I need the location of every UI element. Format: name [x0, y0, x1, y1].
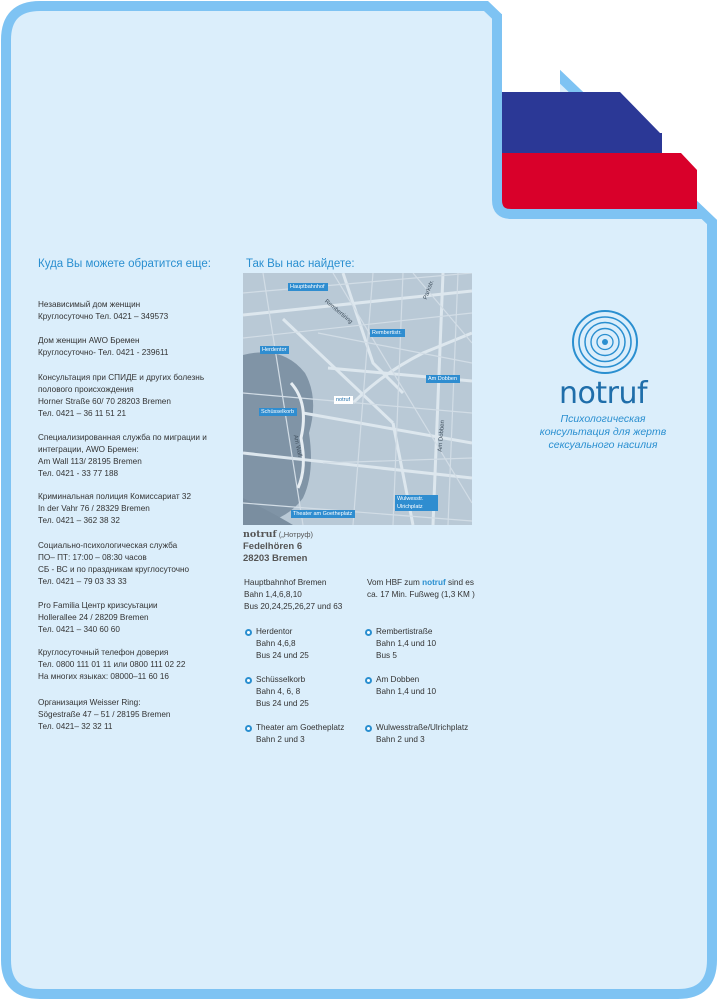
logo-name: notruf — [559, 376, 648, 411]
hbf-info: Hauptbahnhof Bremen Bahn 1,4,6,8,10 Bus 20,24,25,26,27 und 63 — [244, 578, 343, 611]
directions-heading: Так Вы нас найдете: — [246, 258, 355, 270]
contact-entry: Специализированная служба по миграции и интеграции, AWO Бремен: Am Wall 113/ 28195 Bremen Тел. 0421 - 33 77 188 — [38, 433, 207, 478]
stop-theater: Theater am Goetheplatz Bahn 2 und 3 — [245, 722, 344, 746]
contact-entry: Круглосуточный телефон доверия Тел. 0800 111 01 11 или 0800 111 02 22 На многих языках: 08000–11 60 16 — [38, 648, 186, 681]
map-label-wulwesstr: Wulwesstr. Ulrichplatz — [395, 495, 438, 511]
contact-entry: Социально-психологическая служба ПО– ПТ: 17:00 – 08:30 часов СБ - ВС и по праздникам круглосуточно Тел. 0421 – 79 03 33 33 — [38, 541, 190, 586]
tram-stop-icon — [365, 725, 372, 732]
contact-entry: Криминальная полиция Комиссариат 32 In der Vahr 76 / 28329 Bremen Тел. 0421 – 362 38 32 — [38, 492, 192, 525]
contact-entry: Pro Familia Центр кризсуьтации Hollerallee 24 / 28209 Bremen Тел. 0421 – 340 60 60 — [38, 601, 158, 634]
map-label-rembertistr: Rembertistr. — [370, 329, 405, 337]
contact-entry: Независимый дом женщин Круглосуточно Тел. 0421 – 349573 — [38, 300, 169, 321]
tram-stop-icon — [365, 677, 372, 684]
map-label-schuesselkorb: Schüsselkorb — [259, 408, 297, 416]
map-label-theater: Theater am Goetheplatz — [291, 510, 355, 518]
stop-schuesselkorb: Schüsselkorb Bahn 4, 6, 8 Bus 24 und 25 — [245, 674, 309, 710]
stop-herdentor: Herdentor Bahn 4,6,8 Bus 24 und 25 — [245, 626, 309, 662]
map-label-herdentor: Herdentor — [260, 346, 289, 354]
stop-am-dobben: Am Dobben Bahn 1,4 und 10 — [365, 674, 436, 698]
address-block — [243, 529, 313, 565]
map-label-notruf: notruf — [334, 396, 353, 404]
location-map — [243, 273, 472, 525]
notruf-logo-icon — [571, 308, 639, 376]
map-label-am-dobben: Am Dobben — [426, 375, 460, 383]
tram-stop-icon — [245, 629, 252, 636]
map-street-am-wall: Am Wall — [291, 434, 303, 458]
contact-entry: Дом женщин AWO Бремен Круглосуточно- Тел. 0421 - 239611 — [38, 336, 169, 357]
stop-wulwesstrasse: Wulwesstraße/Ulrichplatz Bahn 2 und 3 — [365, 722, 468, 746]
contact-entry: Консультация при СПИДЕ и других болезнь полового происхождения Horner Straße 60/ 70 28203 Bremen Тел. 0421 – 36 11 51 21 — [38, 373, 205, 418]
map-street-parkstr: Parkstr. — [422, 279, 436, 301]
logo-tagline: Психологическая консультация для жертв сексуального насилия — [539, 413, 667, 451]
walk-info: Vom HBF zum notruf sind es ca. 17 Min. Fußweg (1,3 KM ) — [367, 578, 475, 599]
contacts-heading: Куда Вы можете обратится еще: — [38, 258, 211, 270]
stop-rembertistrasse: Rembertistraße Bahn 1,4 und 10 Bus 5 — [365, 626, 436, 662]
address-street: Fedelhören 6 — [243, 541, 303, 552]
contact-entry: Организация Weisser Ring: Sögestraße 47 – 51 / 28195 Bremen Тел. 0421– 32 32 11 — [38, 698, 171, 731]
map-street-rembertiring: Rembertiring — [323, 298, 354, 326]
map-graphic — [243, 273, 472, 525]
map-street-am-dobben: Am Dobben — [437, 419, 447, 453]
tram-stop-icon — [245, 677, 252, 684]
address-brand-suffix: („Нотруф) — [276, 530, 313, 539]
tram-stop-icon — [365, 629, 372, 636]
map-label-hauptbahnhof: Hauptbahnhof — [288, 283, 328, 291]
russian-flag — [497, 14, 697, 213]
address-brand: notruf — [243, 529, 277, 540]
address-city: 28203 Bremen — [243, 553, 308, 564]
tram-stop-icon — [245, 725, 252, 732]
